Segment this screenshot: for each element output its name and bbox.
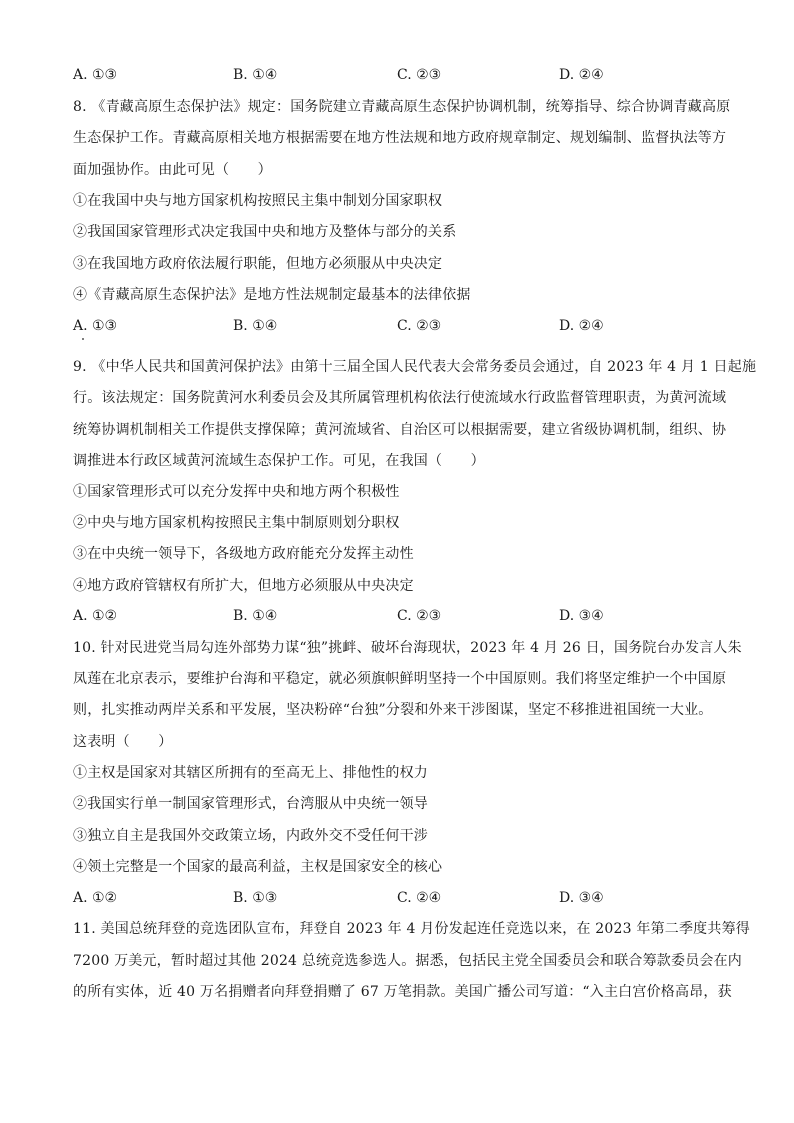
stray-dot bbox=[82, 338, 84, 340]
q8-option-b[interactable]: B. ①④ bbox=[233, 318, 278, 334]
q9-stem-line-1: 9. 《中华人民共和国黄河保护法》由第十三届全国人民代表大会常务委员会通过，自 2023 年 4 月 1 日起施 bbox=[73, 359, 757, 375]
q9-statement-3: ③在中央统一领导下，各级地方政府能充分发挥主动性 bbox=[73, 546, 414, 562]
q8-option-d[interactable]: D. ②④ bbox=[559, 318, 604, 334]
q9-stem-line-2: 行。该法规定：国务院黄河水利委员会及其所属管理机构依法行使流域水行政监督管理职责，为黄河流域 bbox=[73, 390, 727, 406]
q10-stem-line-4: 这表明（ ） bbox=[73, 734, 173, 750]
q10-stem-line-1: 10. 针对民进党当局勾连外部势力谋“独”挑衅、破坏台海现状，2023 年 4 月 26 日，国务院台办发言人朱 bbox=[73, 640, 742, 656]
q9-option-d[interactable]: D. ③④ bbox=[559, 608, 604, 624]
q11-stem-line-3: 的所有实体，近 40 万名捐赠者向拜登捐赠了 67 万笔捐款。美国广播公司写道：“入主白宫价格高昂，获 bbox=[73, 984, 732, 1000]
q8-option-a[interactable]: A. ①③ bbox=[73, 318, 118, 334]
q11-stem-line-1: 11. 美国总统拜登的竞选团队宣布，拜登自 2023 年 4 月份发起连任竞选以来，在 2023 年第二季度共筹得 bbox=[73, 921, 750, 937]
q9-statement-4: ④地方政府管辖权有所扩大，但地方必须服从中央决定 bbox=[73, 578, 414, 594]
q10-option-d[interactable]: D. ③④ bbox=[559, 890, 604, 906]
q10-option-b[interactable]: B. ①③ bbox=[233, 890, 278, 906]
q10-statement-3: ③独立自主是我国外交政策立场，内政外交不受任何干涉 bbox=[73, 828, 428, 844]
q10-stem-line-2: 凤莲在北京表示，要维护台海和平稳定，就必须旗帜鲜明坚持一个中国原则。我们将坚定维护一个中国原 bbox=[73, 671, 727, 687]
q10-statement-1: ①主权是国家对其辖区所拥有的至高无上、排他性的权力 bbox=[73, 765, 428, 781]
q10-statement-2: ②我国实行单一制国家管理形式，台湾服从中央统一领导 bbox=[73, 796, 428, 812]
q7-option-b[interactable]: B. ①④ bbox=[233, 67, 278, 83]
q9-option-a[interactable]: A. ①② bbox=[73, 608, 118, 624]
q9-stem-line-4: 调推进本行政区域黄河流域生态保护工作。可见，在我国（ ） bbox=[73, 453, 485, 469]
q8-stem-line-3: 面加强协作。由此可见（ ） bbox=[73, 162, 272, 178]
q9-statement-1: ①国家管理形式可以充分发挥中央和地方两个积极性 bbox=[73, 484, 400, 500]
q9-option-b[interactable]: B. ①④ bbox=[233, 608, 278, 624]
q10-stem-line-3: 则，扎实推动两岸关系和平发展，坚决粉碎“台独”分裂和外来干涉图谋，坚定不移推进祖国统一大业。 bbox=[73, 702, 713, 718]
q8-statement-1: ①在我国中央与地方国家机构按照民主集中制划分国家职权 bbox=[73, 193, 443, 209]
q10-statement-4: ④领土完整是一个国家的最高利益，主权是国家安全的核心 bbox=[73, 859, 443, 875]
q9-option-c[interactable]: C. ②③ bbox=[397, 608, 442, 624]
q7-option-c[interactable]: C. ②③ bbox=[397, 67, 442, 83]
q10-option-a[interactable]: A. ①② bbox=[73, 890, 118, 906]
q8-stem-line-2: 生态保护工作。青藏高原相关地方根据需要在地方性法规和地方政府规章制定、规划编制、监督执法等方 bbox=[73, 130, 727, 146]
q11-stem-line-2: 7200 万美元，暂时超过其他 2024 总统竞选参选人。据悉，包括民主党全国委员会和联合筹款委员会在内 bbox=[73, 953, 743, 969]
q8-statement-2: ②我国国家管理形式决定我国中央和地方及整体与部分的关系 bbox=[73, 224, 457, 240]
q7-option-d[interactable]: D. ②④ bbox=[559, 67, 604, 83]
q8-option-c[interactable]: C. ②③ bbox=[397, 318, 442, 334]
q9-statement-2: ②中央与地方国家机构按照民主集中制原则划分职权 bbox=[73, 515, 400, 531]
q8-stem-line-1: 8. 《青藏高原生态保护法》规定：国务院建立青藏高原生态保护协调机制，统筹指导、综合协调青藏高原 bbox=[73, 99, 731, 115]
q9-stem-line-3: 统筹协调机制相关工作提供支撑保障；黄河流域省、自治区可以根据需要，建立省级协调机制，组织、协 bbox=[73, 422, 727, 438]
q8-statement-3: ③在我国地方政府依法履行职能，但地方必须服从中央决定 bbox=[73, 256, 443, 272]
q10-option-c[interactable]: C. ②④ bbox=[397, 890, 442, 906]
q8-statement-4: ④《青藏高原生态保护法》是地方性法规制定最基本的法律依据 bbox=[73, 287, 471, 303]
q7-option-a[interactable]: A. ①③ bbox=[73, 67, 118, 83]
